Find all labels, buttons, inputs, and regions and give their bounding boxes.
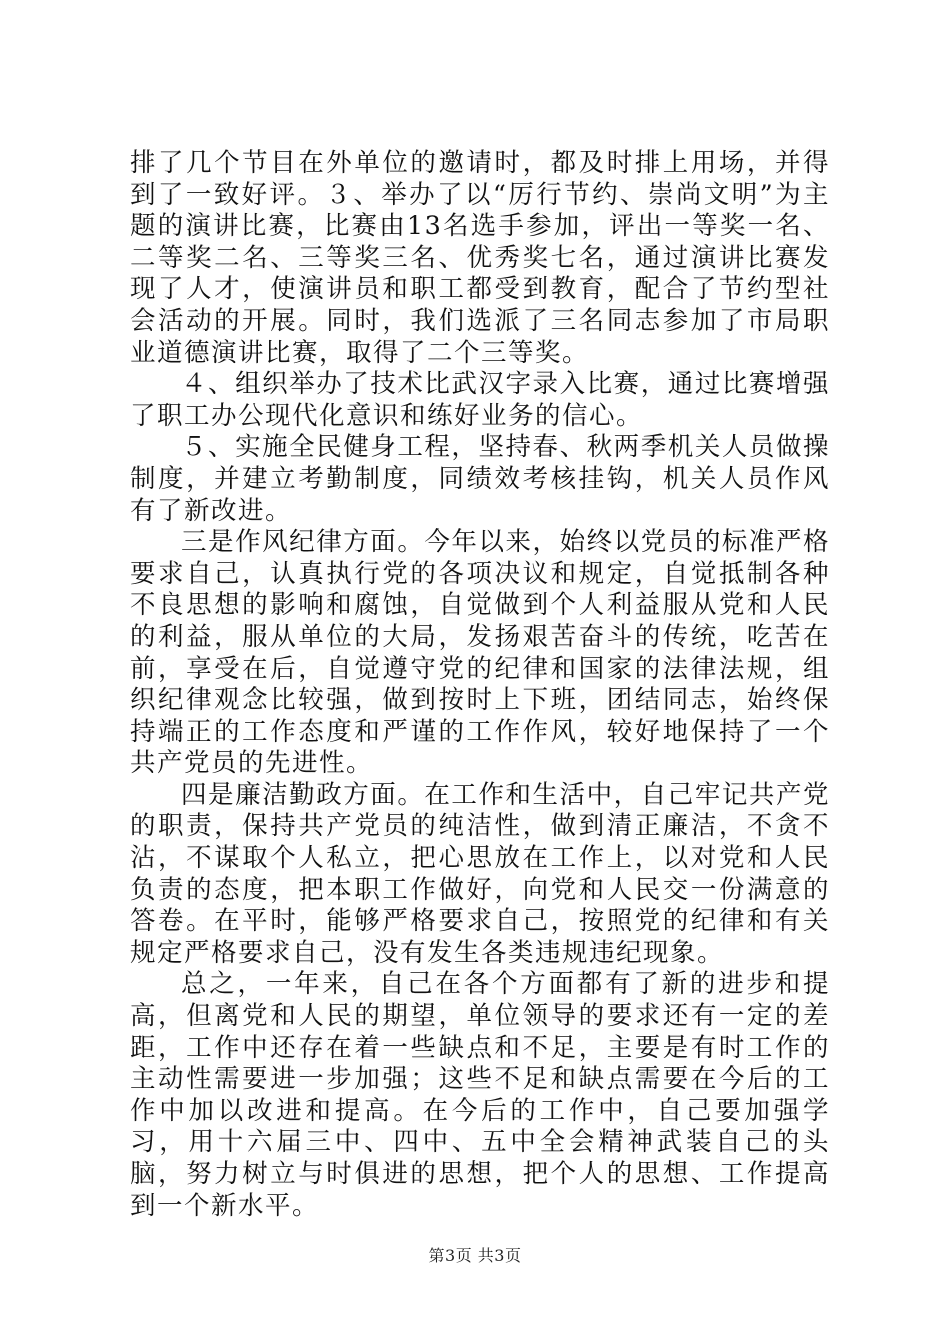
paragraph-5: 四是廉洁勤政方面。在工作和生活中，自己牢记共产党的职责，保持共产党员的纯洁性，做到清正廉洁，不贪不沾，不谋取个人私立，把心思放在工作上，以对党和人民负责的态度，把本职工作做好，向党和人民交一份满意的答卷。在平时，能够严格要求自己，按照党的纪律和有关规定严格要求自己，没有发生各类违规违纪现象。 — [130, 779, 830, 968]
paragraph-1: 排了几个节目在外单位的邀请时，都及时排上用场，并得到了一致好评。３、举办了以“厉行节约、崇尚文明”为主题的演讲比赛，比赛由13名选手参加，评出一等奖一名、二等奖二名、三等奖三名、优秀奖七名，通过演讲比赛发现了人才，使演讲员和职工都受到教育，配合了节约型社会活动的开展。同时，我们选派了三名同志参加了市局职业道德演讲比赛，取得了二个三等奖。 — [130, 148, 830, 368]
paragraph-4: 三是作风纪律方面。今年以来，始终以党员的标准严格要求自己，认真执行党的各项决议和规定，自觉抵制各种不良思想的影响和腐蚀，自觉做到个人利益服从党和人民的利益，服从单位的大局，发扬艰苦奋斗的传统，吃苦在前，享受在后，自觉遵守党的纪律和国家的法律法规，组织纪律观念比较强，做到按时上下班，团结同志，始终保持端正的工作态度和严谨的工作作风，较好地保持了一个共产党员的先进性。 — [130, 527, 830, 779]
paragraph-2: ４、组织举办了技术比武汉字录入比赛，通过比赛增强了职工办公现代化意识和练好业务的信心。 — [130, 369, 830, 431]
paragraph-3: ５、实施全民健身工程，坚持春、秋两季机关人员做操制度，并建立考勤制度，同绩效考核挂钩，机关人员作风有了新改进。 — [130, 432, 830, 526]
paragraph-6: 总之，一年来，自己在各个方面都有了新的进步和提高，但离党和人民的期望，单位领导的要求还有一定的差距，工作中还存在着一些缺点和不足，主要是有时工作的主动性需要进一步加强；这些不足和缺点需要在今后的工作中加以改进和提高。在今后的工作中，自己要加强学习，用十六届三中、四中、五中全会精神武装自己的头脑，努力树立与时俱进的思想，把个人的思想、工作提高到一个新水平。 — [130, 969, 830, 1221]
page-footer: 第3页 共3页 — [428, 1246, 522, 1265]
body-text — [130, 148, 830, 1222]
